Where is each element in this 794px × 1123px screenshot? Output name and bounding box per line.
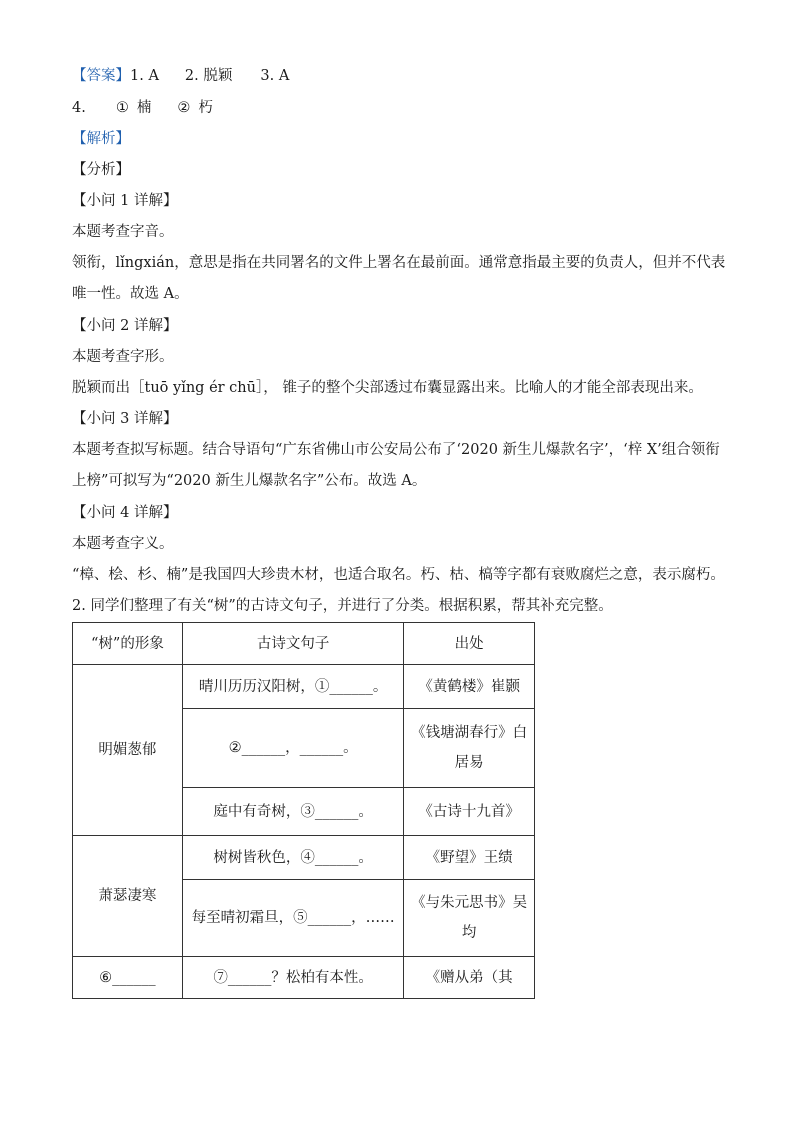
- answer-2: 2. 脱颖: [184, 68, 233, 84]
- answer-4-value-1: 楠: [136, 100, 152, 116]
- answer-line-4: [72, 98, 213, 118]
- q4-heading: 【小问 4 详解】: [72, 505, 178, 521]
- q1-topic: 本题考查字音。: [72, 224, 174, 240]
- answer-4-value-2: 朽: [198, 100, 213, 116]
- line-cell: 每至晴初霜旦，⑤______，……: [182, 880, 404, 957]
- line-cell: 树树皆秋色，④______。: [182, 836, 404, 880]
- source-cell: 《古诗十九首》: [404, 788, 535, 836]
- header-image: “树”的形象: [73, 623, 183, 665]
- poem-table: [72, 622, 535, 999]
- fenxi-tag: 【分析】: [72, 162, 130, 178]
- q3-body: [72, 435, 728, 497]
- answer-4-mark-2: ②: [177, 100, 191, 116]
- table-header-row: [73, 623, 535, 665]
- q3-topic: 本题考查拟写标题。: [72, 442, 203, 458]
- table-row: [73, 957, 535, 999]
- image-cell: 萧瑟凄寒: [73, 836, 183, 957]
- source-cell: 《钱塘湖春行》白居易: [404, 709, 535, 788]
- answer-line: [72, 66, 289, 86]
- q2-body: 脱颖而出［tuō yǐng ér chū］， 锥子的整个尖部透过布囊显露出来。比喻人的才能全部表现出来。: [72, 380, 703, 396]
- table-row: [73, 836, 535, 880]
- q3-body-text: 结合导语句“广东省佛山市公安局公布了‘2020 新生儿爆款名字’，‘梓 X’组合领衔上榜”可拟写为“2020 新生儿爆款名字”公布。故选 A。: [72, 442, 720, 489]
- answer-3: 3. A: [260, 68, 290, 84]
- source-cell: 《与朱元思书》吴均: [404, 880, 535, 957]
- line-cell: 庭中有奇树，③______。: [182, 788, 404, 836]
- header-source: 出处: [404, 623, 535, 665]
- answer-4-mark-1: ①: [115, 100, 129, 116]
- source-cell: 《野望》王绩: [404, 836, 535, 880]
- line-cell: 晴川历历汉阳树，①______。: [182, 665, 404, 709]
- image-cell: ⑥______: [73, 957, 183, 999]
- image-cell: 明媚葱郁: [73, 665, 183, 836]
- question-2-prompt: 2. 同学们整理了有关“树”的古诗文句子，并进行了分类。根据积累，帮其补充完整。: [72, 598, 613, 614]
- line-cell: ②______，______。: [182, 709, 404, 788]
- source-cell: 《赠从弟（其: [404, 957, 535, 999]
- answer-4-num: 4.: [72, 100, 86, 116]
- line-cell: ⑦______？松柏有本性。: [182, 957, 404, 999]
- header-line: 古诗文句子: [182, 623, 404, 665]
- table-row: [73, 665, 535, 709]
- q4-topic: 本题考查字义。: [72, 536, 174, 552]
- q4-body: “樟、桧、杉、楠”是我国四大珍贵木材，也适合取名。朽、枯、槁等字都有衰败腐烂之意，表示腐朽。: [72, 567, 725, 583]
- q2-heading: 【小问 2 详解】: [72, 318, 178, 334]
- analysis-tag: 【解析】: [72, 131, 130, 147]
- q3-heading: 【小问 3 详解】: [72, 411, 178, 427]
- answer-tag: 【答案】: [72, 68, 130, 84]
- answer-1: 1. A: [130, 68, 159, 84]
- q1-heading: 【小问 1 详解】: [72, 193, 178, 209]
- q1-body: 领衔，lǐngxián，意思是指在共同署名的文件上署名在最前面。通常意指最主要的负责人，但并不代表唯一性。故选 A。: [72, 255, 726, 302]
- source-cell: 《黄鹤楼》崔颢: [404, 665, 535, 709]
- q2-topic: 本题考查字形。: [72, 349, 174, 365]
